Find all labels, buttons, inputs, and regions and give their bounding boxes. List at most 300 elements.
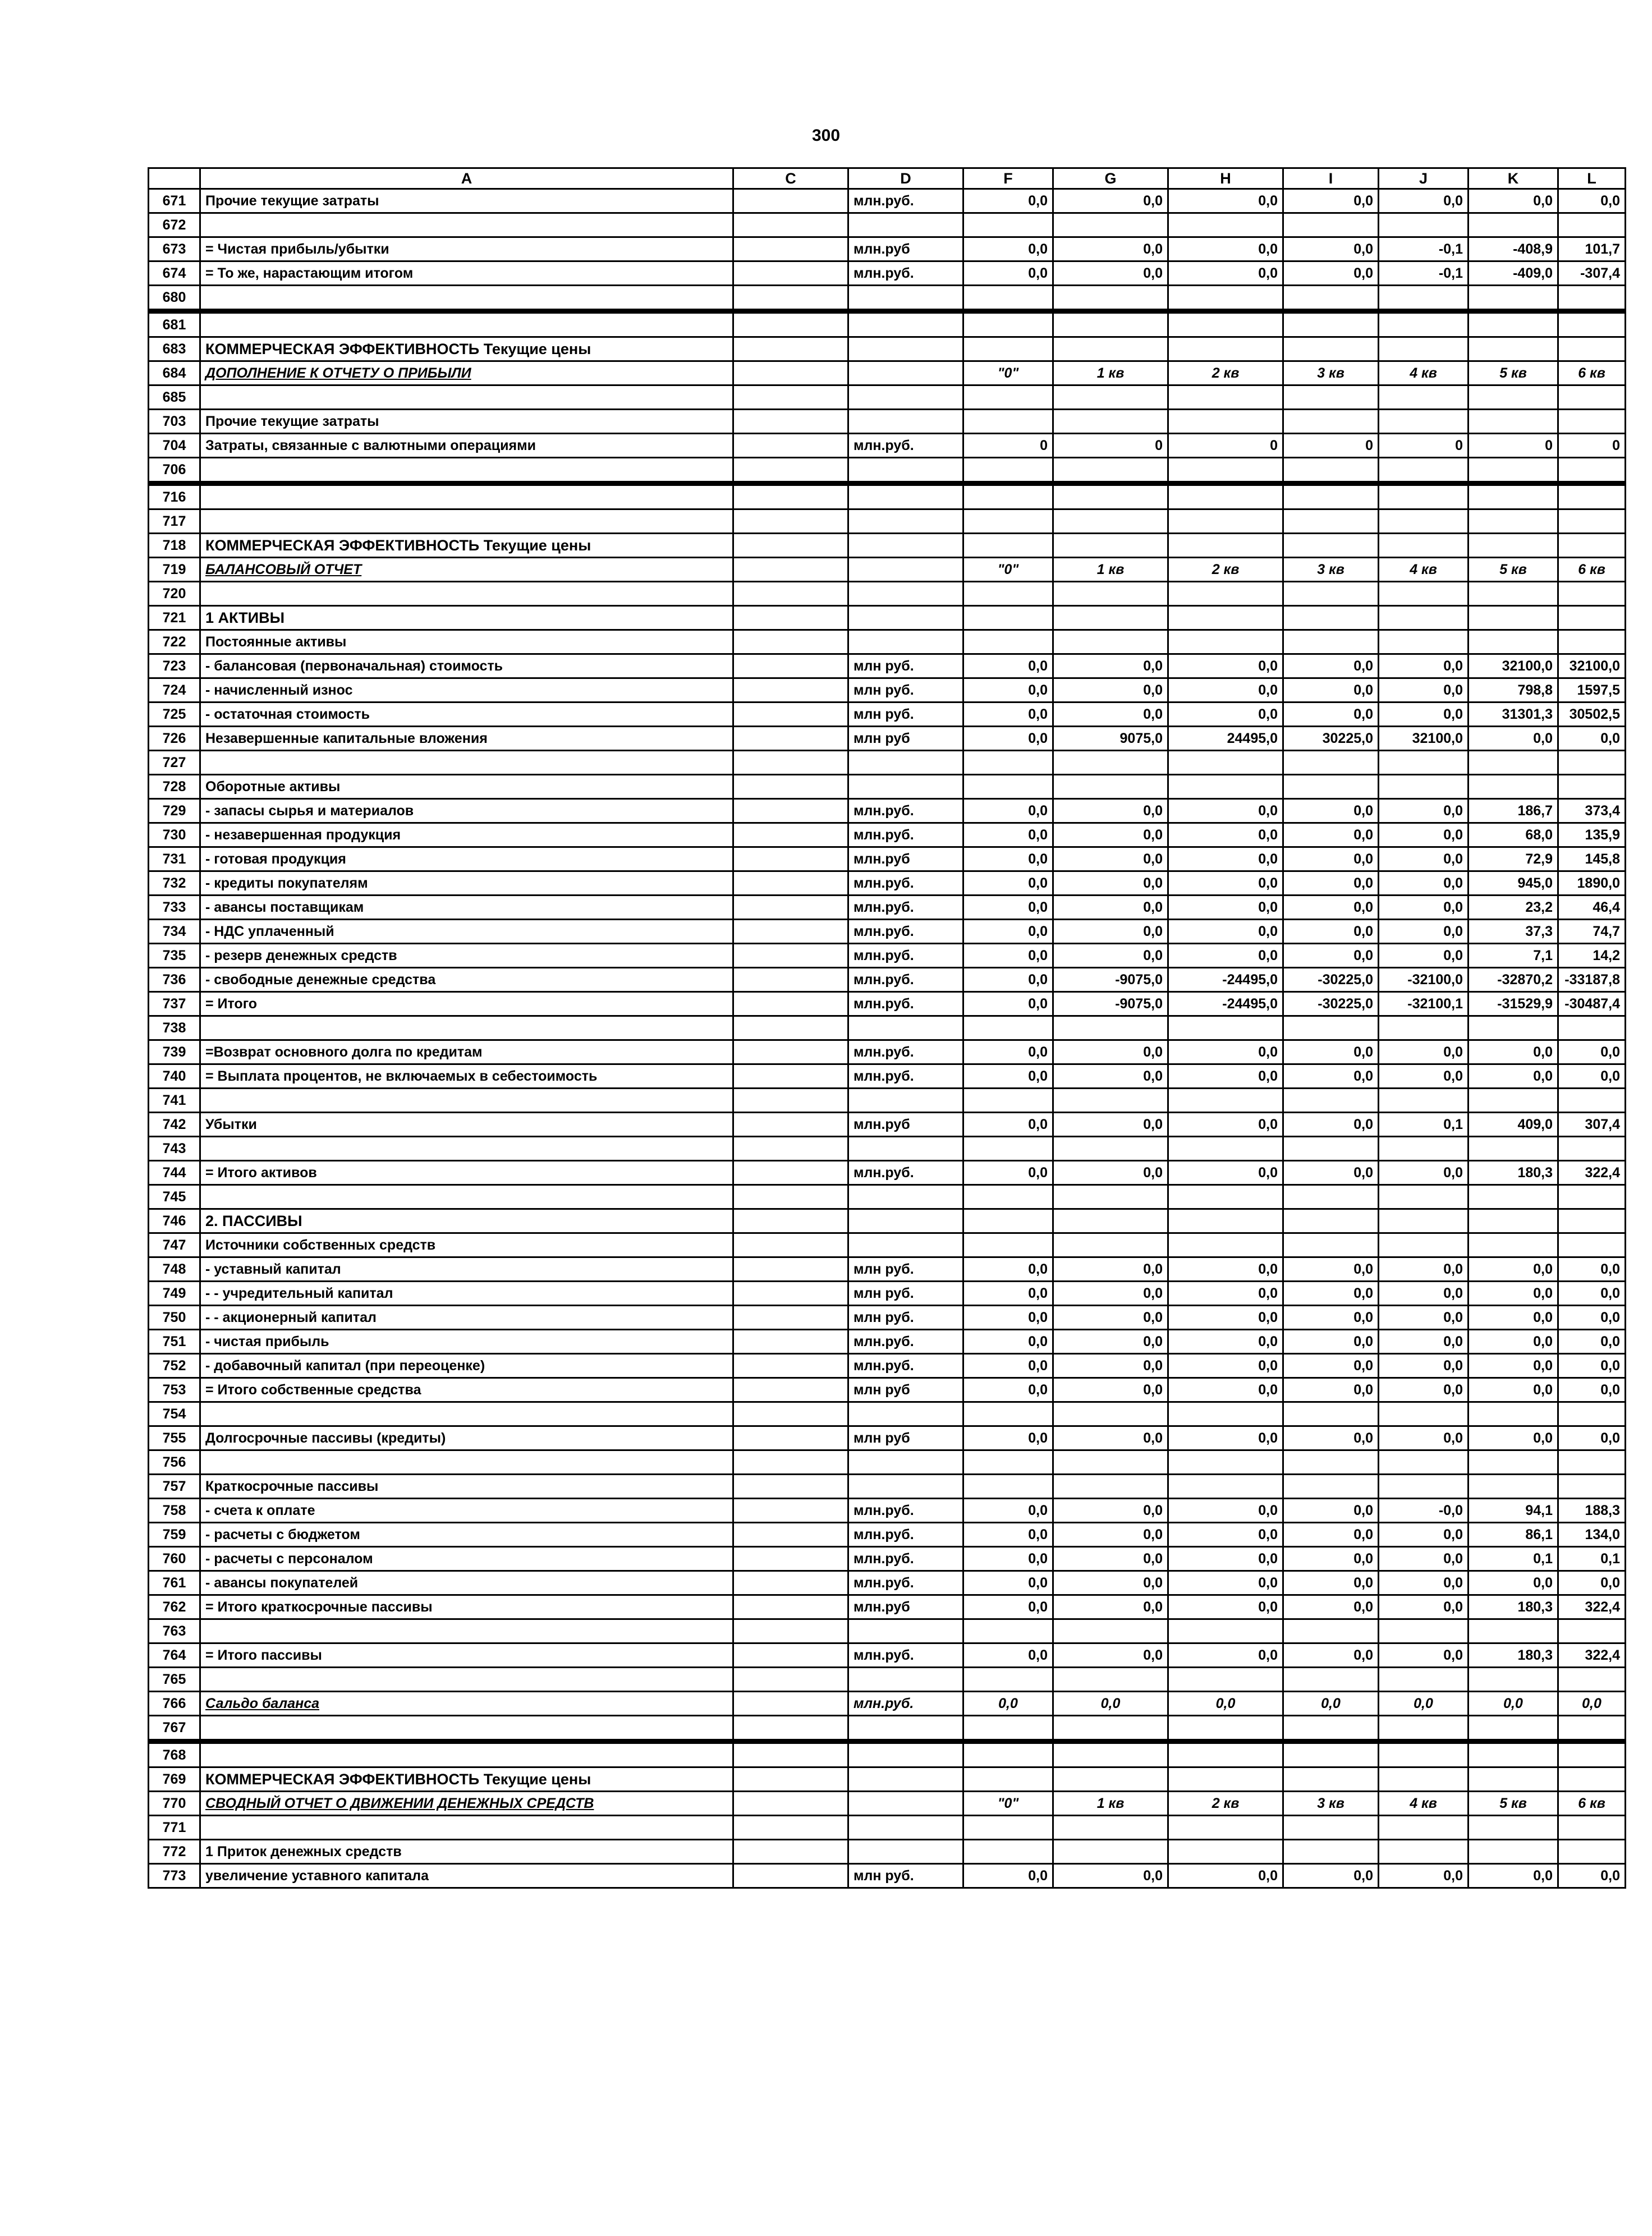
row-number: 740 (149, 1064, 200, 1089)
row-number: 770 (149, 1792, 200, 1816)
value-cell (1379, 213, 1469, 237)
value-cell (1168, 1668, 1283, 1692)
value-cell (1469, 509, 1558, 534)
table-row (149, 1692, 1626, 1716)
value-cell (1168, 1450, 1283, 1475)
value-cell: 0,0 (963, 968, 1053, 992)
value-cell: 0,0 (1168, 237, 1283, 261)
value-cell: 0,0 (1558, 1330, 1626, 1354)
row-number: 730 (149, 823, 200, 847)
row-unit (848, 1089, 963, 1113)
row-unit: млн.руб. (848, 1547, 963, 1571)
table-row (149, 1571, 1626, 1595)
value-cell: 0,0 (963, 1643, 1053, 1668)
value-cell: 0,0 (1379, 1040, 1469, 1064)
table-row (149, 775, 1626, 799)
row-number: 742 (149, 1113, 200, 1137)
value-cell (1053, 509, 1168, 534)
row-unit (848, 385, 963, 410)
value-cell (1053, 1185, 1168, 1209)
row-label: Незавершенные капитальные вложения (200, 727, 733, 751)
row-number: 748 (149, 1257, 200, 1282)
row-number: 720 (149, 582, 200, 606)
cell-c (733, 286, 848, 311)
value-cell (1168, 337, 1283, 361)
value-cell (1558, 286, 1626, 311)
cell-c (733, 703, 848, 727)
value-cell (1053, 1767, 1168, 1792)
value-cell: 186,7 (1469, 799, 1558, 823)
value-cell: 0,0 (1379, 1306, 1469, 1330)
value-cell (1558, 1816, 1626, 1840)
row-number: 754 (149, 1402, 200, 1426)
value-cell (963, 385, 1053, 410)
value-cell (1053, 1016, 1168, 1040)
value-cell: 0,0 (1053, 1113, 1168, 1137)
page-number: 300 (811, 126, 841, 145)
row-label (200, 1402, 733, 1426)
value-cell: 0,0 (1558, 1040, 1626, 1064)
row-label: - авансы покупателей (200, 1571, 733, 1595)
value-cell: 6 кв (1558, 558, 1626, 582)
row-unit (848, 558, 963, 582)
value-cell (963, 1767, 1053, 1792)
value-cell: 0 (963, 434, 1053, 458)
value-cell: 0,0 (1168, 1306, 1283, 1330)
row-number: 759 (149, 1523, 200, 1547)
value-cell: 409,0 (1469, 1113, 1558, 1137)
table-row (149, 189, 1626, 213)
row-unit (848, 606, 963, 630)
value-cell (1469, 1716, 1558, 1742)
cell-c (733, 410, 848, 434)
value-cell: 0,0 (1283, 1040, 1379, 1064)
cell-c (733, 1742, 848, 1767)
row-unit: млн руб. (848, 678, 963, 703)
value-cell: 0,0 (963, 1354, 1053, 1378)
cell-c (733, 213, 848, 237)
row-unit: млн.руб. (848, 871, 963, 896)
value-cell: 2 кв (1168, 558, 1283, 582)
row-label: = Итого активов (200, 1161, 733, 1185)
value-cell: 188,3 (1558, 1499, 1626, 1523)
table-row (149, 1089, 1626, 1113)
value-cell: 0,0 (1053, 1499, 1168, 1523)
value-cell (1469, 1402, 1558, 1426)
row-unit: млн.руб (848, 1113, 963, 1137)
row-label (200, 311, 733, 337)
value-cell (1053, 1402, 1168, 1426)
row-unit: млн.руб (848, 237, 963, 261)
value-cell (1558, 385, 1626, 410)
value-cell: 68,0 (1469, 823, 1558, 847)
row-label: - - учредительный капитал (200, 1282, 733, 1306)
value-cell: 1 кв (1053, 1792, 1168, 1816)
row-label: - добавочный капитал (при переоценке) (200, 1354, 733, 1378)
table-row (149, 286, 1626, 311)
cell-c (733, 1426, 848, 1450)
row-label: = Итого краткосрочные пассивы (200, 1595, 733, 1619)
table-row (149, 410, 1626, 434)
value-cell (1469, 458, 1558, 484)
value-cell: 5 кв (1469, 361, 1558, 385)
value-cell: 0,0 (963, 992, 1053, 1016)
value-cell (1168, 1816, 1283, 1840)
value-cell (1558, 1089, 1626, 1113)
table-row (149, 1282, 1626, 1306)
value-cell: 0,0 (963, 920, 1053, 944)
row-unit (848, 311, 963, 337)
row-unit: млн.руб. (848, 799, 963, 823)
value-cell: 145,8 (1558, 847, 1626, 871)
value-cell: 0,0 (1053, 896, 1168, 920)
row-label: Краткосрочные пассивы (200, 1475, 733, 1499)
row-number: 723 (149, 654, 200, 678)
value-cell (1283, 1402, 1379, 1426)
value-cell: 0,0 (1053, 261, 1168, 286)
value-cell: 0,0 (1168, 1547, 1283, 1571)
value-cell: 0,0 (1558, 1064, 1626, 1089)
row-number: 772 (149, 1840, 200, 1864)
row-number: 765 (149, 1668, 200, 1692)
row-unit: млн.руб. (848, 1354, 963, 1378)
table-row (149, 1792, 1626, 1816)
value-cell: 0,0 (1379, 1643, 1469, 1668)
value-cell: -24495,0 (1168, 968, 1283, 992)
value-cell (1283, 1816, 1379, 1840)
value-cell: -307,4 (1558, 261, 1626, 286)
value-cell (1053, 606, 1168, 630)
value-cell: 30502,5 (1558, 703, 1626, 727)
table-row (149, 434, 1626, 458)
value-cell: 3 кв (1283, 361, 1379, 385)
row-label: Убытки (200, 1113, 733, 1137)
row-number: 751 (149, 1330, 200, 1354)
value-cell (1168, 509, 1283, 534)
value-cell: 0,0 (1053, 1064, 1168, 1089)
row-label: - свободные денежные средства (200, 968, 733, 992)
value-cell: 0,0 (963, 847, 1053, 871)
value-cell (1283, 630, 1379, 654)
value-cell (1168, 410, 1283, 434)
value-cell: 0,0 (1283, 1499, 1379, 1523)
cell-c (733, 1282, 848, 1306)
value-cell: 0,0 (1469, 189, 1558, 213)
value-cell: 0,0 (1053, 189, 1168, 213)
value-cell (963, 775, 1053, 799)
table-row (149, 458, 1626, 484)
table-row (149, 311, 1626, 337)
value-cell: 0,0 (1168, 799, 1283, 823)
cell-c (733, 751, 848, 775)
value-cell (1558, 630, 1626, 654)
table-row (149, 1475, 1626, 1499)
row-number: 722 (149, 630, 200, 654)
cell-c (733, 1840, 848, 1864)
value-cell: 0,0 (1469, 1257, 1558, 1282)
value-cell: 180,3 (1469, 1643, 1558, 1668)
value-cell (1283, 1233, 1379, 1257)
row-number: 760 (149, 1547, 200, 1571)
value-cell (1469, 1816, 1558, 1840)
row-unit (848, 1137, 963, 1161)
row-number: 768 (149, 1742, 200, 1767)
cell-c (733, 896, 848, 920)
value-cell: 0,0 (963, 896, 1053, 920)
value-cell: 0,0 (1168, 1161, 1283, 1185)
table-body (149, 189, 1626, 1888)
value-cell: 0,0 (1379, 1378, 1469, 1402)
cell-c (733, 968, 848, 992)
value-cell: 0,0 (1053, 1692, 1168, 1716)
row-number: 733 (149, 896, 200, 920)
value-cell (1558, 1840, 1626, 1864)
value-cell (1168, 582, 1283, 606)
value-cell (1379, 1209, 1469, 1233)
value-cell: 0,0 (1053, 1643, 1168, 1668)
row-label: КОММЕРЧЕСКАЯ ЭФФЕКТИВНОСТЬ Текущие цены (200, 337, 733, 361)
value-cell (1469, 1089, 1558, 1113)
cell-c (733, 361, 848, 385)
value-cell: 32100,0 (1379, 727, 1469, 751)
value-cell: 0,0 (963, 1595, 1053, 1619)
value-cell (1283, 1185, 1379, 1209)
value-cell: 0,0 (1168, 1523, 1283, 1547)
value-cell (963, 606, 1053, 630)
column-header: J (1379, 168, 1469, 189)
value-cell (1379, 582, 1469, 606)
table-row (149, 1547, 1626, 1571)
cell-c (733, 1402, 848, 1426)
value-cell (1469, 213, 1558, 237)
table-row (149, 534, 1626, 558)
value-cell (1053, 1816, 1168, 1840)
value-cell (1469, 1209, 1558, 1233)
value-cell: -30487,4 (1558, 992, 1626, 1016)
value-cell: 0,0 (1168, 1864, 1283, 1888)
value-cell (1168, 1742, 1283, 1767)
row-unit: млн.руб (848, 847, 963, 871)
value-cell (1379, 1475, 1469, 1499)
value-cell: 0,0 (1053, 1547, 1168, 1571)
value-cell (963, 1209, 1053, 1233)
value-cell (1469, 606, 1558, 630)
value-cell (1283, 606, 1379, 630)
row-unit (848, 1668, 963, 1692)
value-cell: 7,1 (1469, 944, 1558, 968)
value-cell: 0,0 (1379, 1864, 1469, 1888)
value-cell (1379, 484, 1469, 509)
cell-c (733, 1595, 848, 1619)
table-row (149, 1354, 1626, 1378)
value-cell (1053, 213, 1168, 237)
value-cell: 0,0 (1469, 1864, 1558, 1888)
value-cell (1053, 1716, 1168, 1742)
value-cell: 2 кв (1168, 1792, 1283, 1816)
value-cell (1379, 1716, 1469, 1742)
value-cell (1469, 286, 1558, 311)
value-cell: 0,0 (1168, 847, 1283, 871)
value-cell: 0,0 (1558, 1282, 1626, 1306)
row-label: ДОПОЛНЕНИЕ К ОТЧЕТУ О ПРИБЫЛИ (200, 361, 733, 385)
row-label: - - акционерный капитал (200, 1306, 733, 1330)
row-number: 724 (149, 678, 200, 703)
row-number: 743 (149, 1137, 200, 1161)
cell-c (733, 630, 848, 654)
row-label (200, 1742, 733, 1767)
value-cell: 0,0 (1168, 1064, 1283, 1089)
column-header: H (1168, 168, 1283, 189)
value-cell: 0,0 (1168, 896, 1283, 920)
row-number: 731 (149, 847, 200, 871)
value-cell (1469, 385, 1558, 410)
row-number: 673 (149, 237, 200, 261)
value-cell (1379, 1089, 1469, 1113)
row-label: Постоянные активы (200, 630, 733, 654)
table-row (149, 1257, 1626, 1282)
value-cell (963, 1475, 1053, 1499)
value-cell (1558, 582, 1626, 606)
value-cell: 0,1 (1558, 1547, 1626, 1571)
value-cell: 74,7 (1558, 920, 1626, 944)
table-row (149, 1113, 1626, 1137)
column-header: K (1469, 168, 1558, 189)
value-cell: 0,0 (1053, 678, 1168, 703)
row-number: 706 (149, 458, 200, 484)
value-cell (1168, 213, 1283, 237)
value-cell (1558, 484, 1626, 509)
value-cell: 0,0 (1168, 1426, 1283, 1450)
value-cell (1469, 484, 1558, 509)
table-row (149, 1668, 1626, 1692)
value-cell (963, 484, 1053, 509)
value-cell (1558, 213, 1626, 237)
value-cell (963, 1619, 1053, 1643)
value-cell: 0,0 (1168, 261, 1283, 286)
row-number: 762 (149, 1595, 200, 1619)
value-cell: 0 (1469, 434, 1558, 458)
value-cell (1379, 1450, 1469, 1475)
value-cell (1558, 311, 1626, 337)
row-label (200, 509, 733, 534)
value-cell: 0,0 (1283, 1864, 1379, 1888)
row-unit: млн руб. (848, 1864, 963, 1888)
column-header: C (733, 168, 848, 189)
value-cell: 0,0 (1379, 1523, 1469, 1547)
value-cell: 0,0 (963, 1113, 1053, 1137)
value-cell (1379, 509, 1469, 534)
row-number: 752 (149, 1354, 200, 1378)
table-row (149, 1040, 1626, 1064)
value-cell (1379, 1137, 1469, 1161)
value-cell (1168, 1475, 1283, 1499)
value-cell: 0,0 (963, 1378, 1053, 1402)
value-cell: 0,0 (963, 654, 1053, 678)
value-cell (1469, 337, 1558, 361)
value-cell (1379, 1668, 1469, 1692)
cell-c (733, 189, 848, 213)
row-label (200, 1137, 733, 1161)
row-label: 1 АКТИВЫ (200, 606, 733, 630)
value-cell (1558, 1137, 1626, 1161)
row-label (200, 582, 733, 606)
cell-c (733, 1816, 848, 1840)
value-cell: 322,4 (1558, 1595, 1626, 1619)
table-row (149, 1426, 1626, 1450)
column-header: G (1053, 168, 1168, 189)
table-row (149, 630, 1626, 654)
value-cell: 0,0 (963, 823, 1053, 847)
value-cell (1053, 1475, 1168, 1499)
value-cell: 0,0 (1168, 1499, 1283, 1523)
table-row (149, 1742, 1626, 1767)
table-row (149, 1840, 1626, 1864)
value-cell (1469, 1840, 1558, 1864)
value-cell: 0,0 (963, 871, 1053, 896)
value-cell: 0,0 (1283, 261, 1379, 286)
value-cell: 0,0 (1168, 1257, 1283, 1282)
value-cell: 0,0 (1379, 1692, 1469, 1716)
value-cell: 0,0 (1053, 654, 1168, 678)
value-cell: 0,0 (963, 1523, 1053, 1547)
value-cell (1283, 1668, 1379, 1692)
row-number: 721 (149, 606, 200, 630)
value-cell (1168, 606, 1283, 630)
value-cell: 0,0 (1379, 654, 1469, 678)
row-unit: млн.руб. (848, 1523, 963, 1547)
row-number: 766 (149, 1692, 200, 1716)
row-unit: млн.руб. (848, 920, 963, 944)
value-cell: 0,0 (1558, 1354, 1626, 1378)
value-cell: 0,0 (1283, 1595, 1379, 1619)
value-cell (1283, 1619, 1379, 1643)
value-cell (963, 1402, 1053, 1426)
row-unit: млн.руб. (848, 1643, 963, 1668)
value-cell: 0,0 (1283, 1643, 1379, 1668)
row-label: = Итого (200, 992, 733, 1016)
value-cell: 0,0 (1469, 1426, 1558, 1450)
value-cell (1053, 1209, 1168, 1233)
value-cell: 0,0 (1283, 1692, 1379, 1716)
row-unit: млн.руб. (848, 1692, 963, 1716)
value-cell: 0,0 (1558, 1426, 1626, 1450)
row-number: 732 (149, 871, 200, 896)
cell-c (733, 992, 848, 1016)
value-cell (1283, 337, 1379, 361)
row-label: - запасы сырья и материалов (200, 799, 733, 823)
row-label: - уставный капитал (200, 1257, 733, 1282)
cell-c (733, 1767, 848, 1792)
cell-c (733, 1016, 848, 1040)
value-cell (1053, 458, 1168, 484)
row-unit (848, 1233, 963, 1257)
row-label: - кредиты покупателям (200, 871, 733, 896)
row-unit: млн руб. (848, 1257, 963, 1282)
value-cell: 0,0 (1283, 1113, 1379, 1137)
value-cell (1053, 286, 1168, 311)
row-unit (848, 1840, 963, 1864)
cell-c (733, 484, 848, 509)
row-unit (848, 484, 963, 509)
value-cell: 14,2 (1558, 944, 1626, 968)
row-number: 769 (149, 1767, 200, 1792)
value-cell: -32100,1 (1379, 992, 1469, 1016)
value-cell: 0,0 (1283, 1257, 1379, 1282)
value-cell (1283, 1450, 1379, 1475)
row-label: - начисленный износ (200, 678, 733, 703)
row-label (200, 1089, 733, 1113)
cell-c (733, 1113, 848, 1137)
